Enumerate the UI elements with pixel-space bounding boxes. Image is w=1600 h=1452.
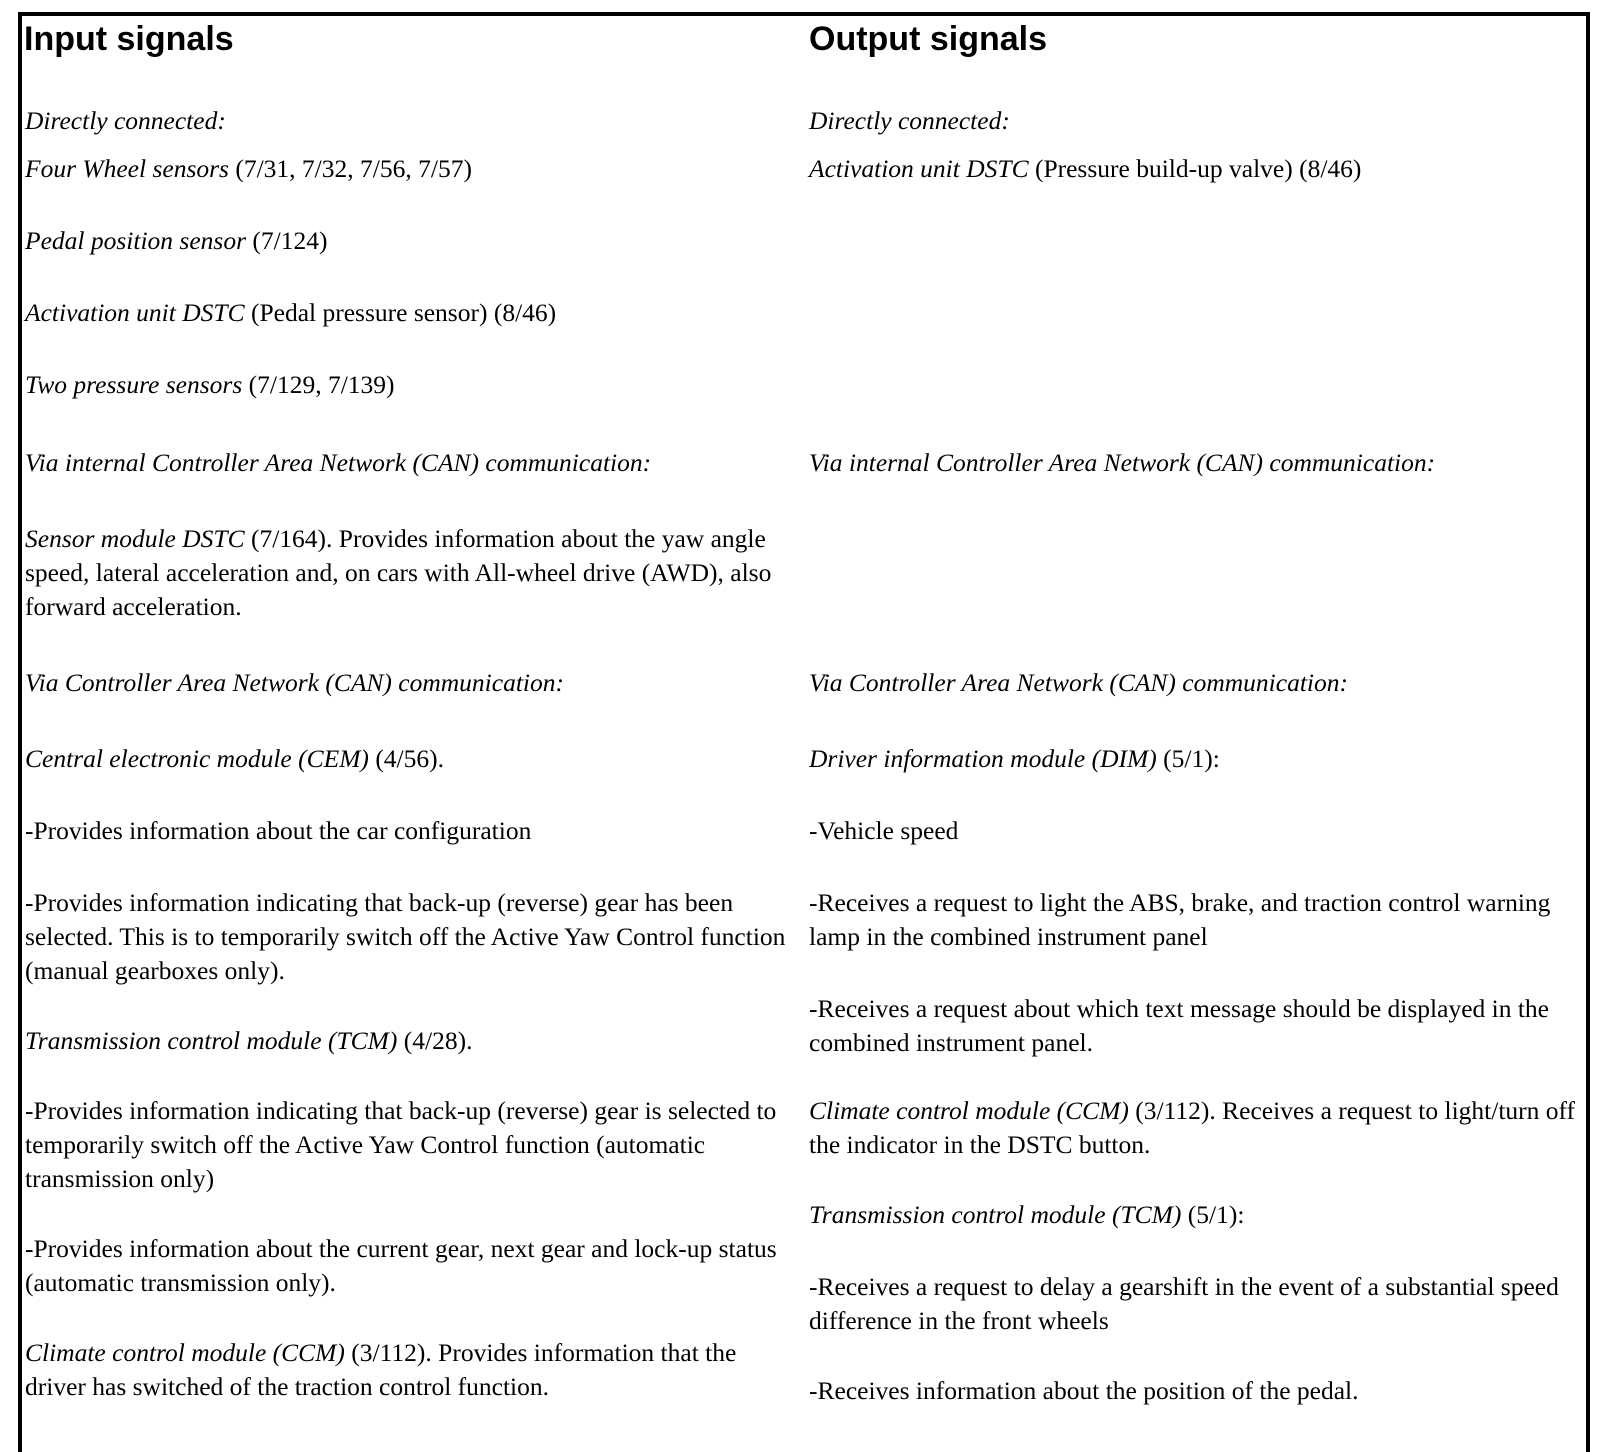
input-activation-unit-ref: (Pedal pressure sensor) (8/46) [244, 298, 557, 327]
output-tcm-item-2: -Receives information about the position of the pedal. [809, 1376, 1359, 1405]
input-sensor-module-desc: (7/164). Provides information about the yaw angle speed, lateral acceleration and, on cars with All-wheel drive (AWD), also forward acceleration. [25, 524, 772, 621]
output-dim-item-3: -Receives a request about which text message should be displayed in the combined instrument panel. [809, 994, 1549, 1057]
input-cem-name: Central electronic module (CEM) [25, 744, 369, 773]
input-ccm-desc: (3/112). Provides information that the driver has switched of the traction control function. [25, 1338, 737, 1401]
input-internal-can-heading: Via internal Controller Area Network (CAN) communication: [25, 448, 652, 477]
input-wheel-sensors [25, 152, 795, 186]
input-sensor-module-name: Sensor module DSTC [25, 524, 245, 553]
input-pedal-sensor-ref: (7/124) [246, 226, 328, 255]
input-tcm-name: Transmission control module (TCM) [25, 1026, 398, 1055]
input-cem-item-1: -Provides information about the car configuration [25, 816, 532, 845]
output-dim-name: Driver information module (DIM) [809, 744, 1157, 773]
output-dim-item-1: -Vehicle speed [809, 816, 959, 845]
output-tcm-item-1: -Receives a request to delay a gearshift in the event of a substantial speed difference in the front wheels [809, 1272, 1559, 1335]
input-tcm [25, 1024, 795, 1058]
input-cem-item-2: -Provides information indicating that back-up (reverse) gear has been selected. This is to temporarily switch off the Active Yaw Control function (manual gearboxes only). [25, 888, 786, 985]
input-direct-heading: Directly connected: [25, 106, 226, 135]
input-activation-unit-name: Activation unit DSTC [25, 298, 245, 327]
output-ccm-name: Climate control module (CCM) [809, 1096, 1129, 1125]
output-activation-unit [809, 152, 1599, 186]
output-ccm [809, 1094, 1599, 1162]
output-ccm-desc: (3/112). Receives a request to light/turn off the indicator in the DSTC button. [809, 1096, 1576, 1159]
input-tcm-item-1: -Provides information indicating that back-up (reverse) gear is selected to temporarily switch off the Active Yaw Control function (automatic transmission only) [25, 1096, 777, 1193]
output-dim-ref: (5/1): [1156, 744, 1220, 773]
output-tcm-ref: (5/1): [1181, 1200, 1245, 1229]
output-dim [809, 742, 1599, 776]
input-pressure-sensors-ref: (7/129, 7/139) [242, 370, 395, 399]
input-wheel-sensors-ref: (7/31, 7/32, 7/56, 7/57) [228, 154, 472, 183]
output-signals-heading: Output signals [809, 20, 1047, 58]
output-internal-can-heading: Via internal Controller Area Network (CAN) communication: [809, 448, 1436, 477]
input-wheel-sensors-name: Four Wheel sensors [25, 154, 229, 183]
output-tcm [809, 1198, 1599, 1232]
input-tcm-item-2: -Provides information about the current gear, next gear and lock-up status (automatic transmission only). [25, 1234, 777, 1297]
output-direct-heading: Directly connected: [809, 106, 1010, 135]
output-tcm-name: Transmission control module (TCM) [809, 1200, 1182, 1229]
input-sensor-module [25, 522, 795, 624]
input-pedal-sensor-name: Pedal position sensor [25, 226, 246, 255]
input-can-heading: Via Controller Area Network (CAN) communication: [25, 668, 564, 697]
input-pressure-sensors-name: Two pressure sensors [25, 370, 243, 399]
input-pressure-sensors [25, 368, 795, 402]
input-tcm-ref: (4/28). [397, 1026, 473, 1055]
output-activation-unit-name: Activation unit DSTC [809, 154, 1029, 183]
input-ccm-name: Climate control module (CCM) [25, 1338, 345, 1367]
input-activation-unit [25, 296, 795, 330]
output-dim-item-2: -Receives a request to light the ABS, brake, and traction control warning lamp in the combined instrument panel [809, 888, 1551, 951]
output-can-heading: Via Controller Area Network (CAN) communication: [809, 668, 1348, 697]
input-cem-ref: (4/56). [368, 744, 445, 773]
input-ccm [25, 1336, 795, 1404]
input-cem [25, 742, 795, 776]
input-pedal-sensor [25, 224, 795, 258]
output-activation-unit-ref: (Pressure build-up valve) (8/46) [1028, 154, 1362, 183]
input-signals-heading: Input signals [24, 20, 234, 58]
